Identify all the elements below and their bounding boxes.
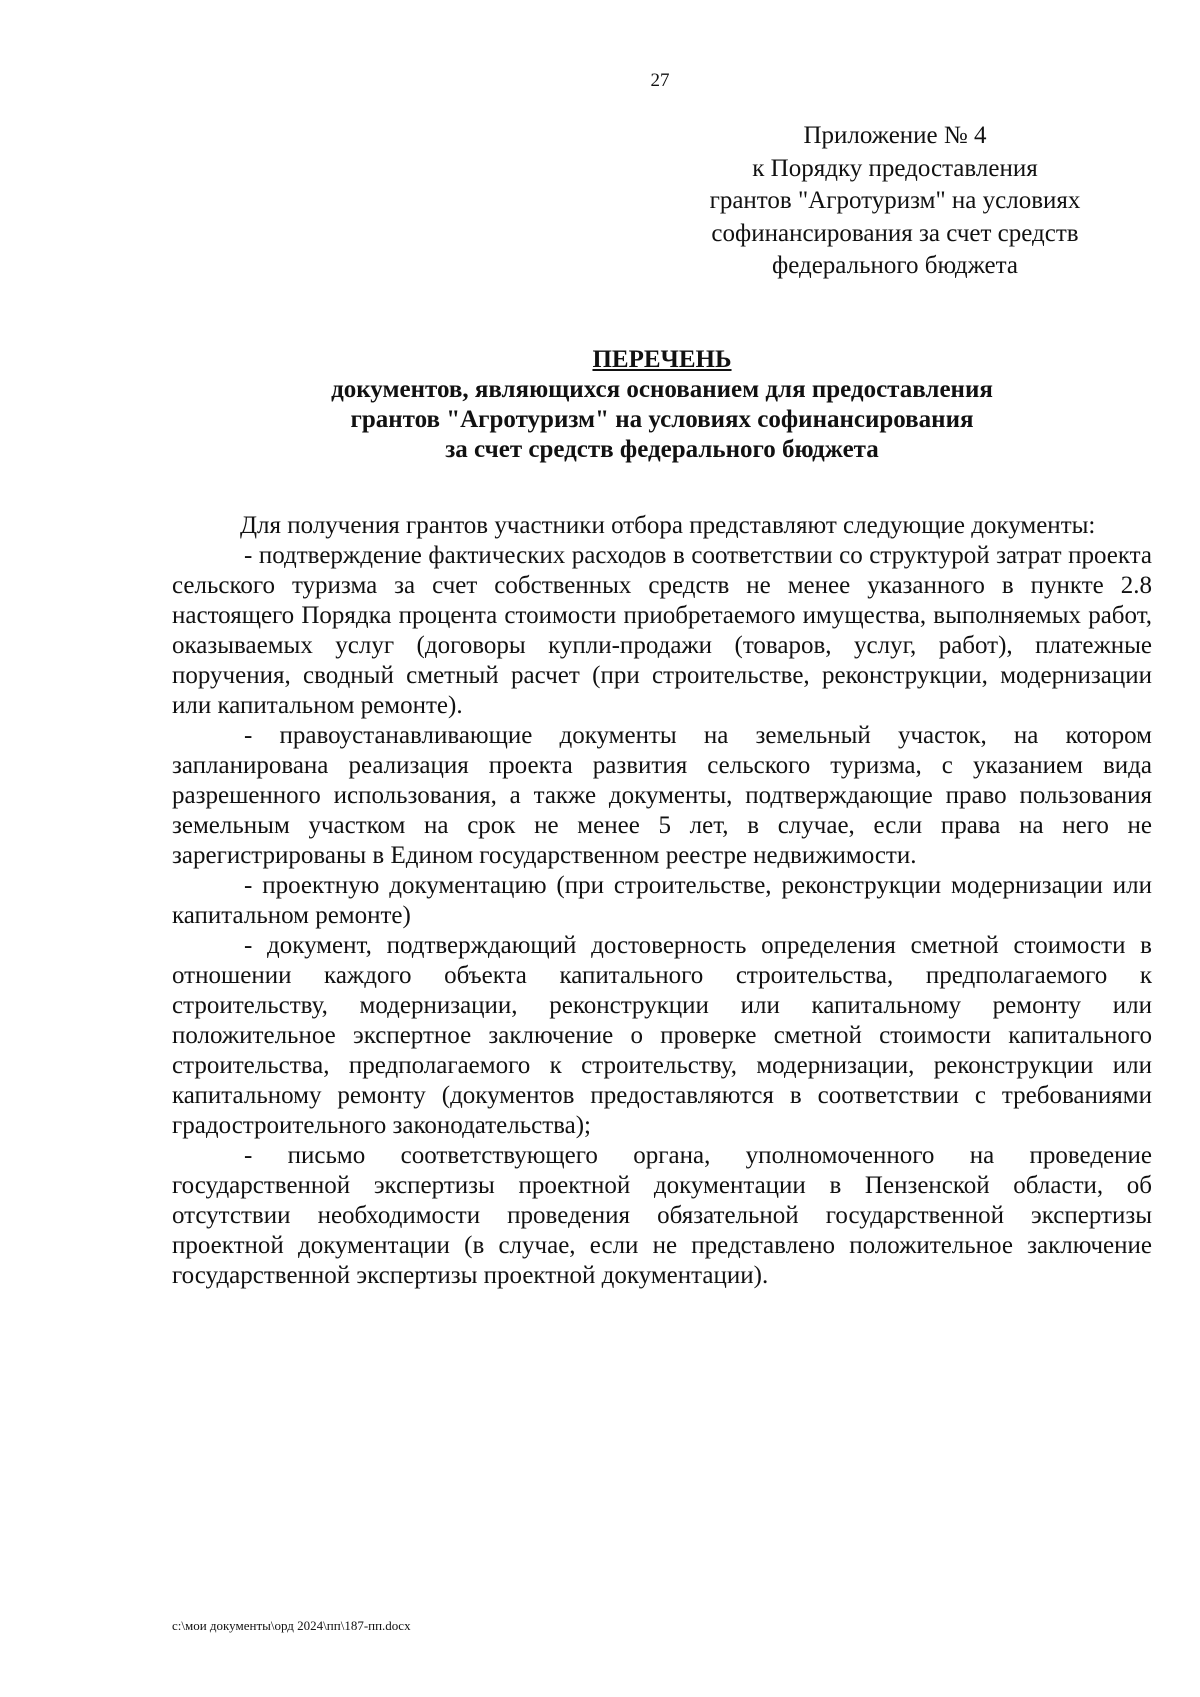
- page-number: 27: [650, 70, 670, 91]
- document-body: [172, 511, 1152, 1291]
- title-line: грантов "Агротуризм" на условиях софинансирования: [350, 406, 974, 433]
- appendix-line: софинансирования за счет средств: [711, 219, 1079, 247]
- appendix-line: федерального бюджета: [772, 252, 1018, 279]
- appendix-line: к Порядку предоставления: [752, 154, 1038, 182]
- list-item: - письмо соответствующего органа, уполномоченного на проведение государственной экспертизы проектной документации в Пензенской области, об отсутствии необходимости проведения обязательной государственной экспертизы проектной документации (в случае, если не представлено положительное заключение государственной экспертизы проектной документации).: [172, 1142, 1152, 1289]
- list-item: - правоустанавливающие документы на земельный участок, на котором запланирована реализация проекта развития сельского туризма, с указанием вида разрешенного использования, а также документы, подтверждающие право пользования земельным участком на срок не менее 5 лет, в случае, если права на него не зарегистрированы в Едином государственном реестре недвижимости.: [172, 722, 1152, 869]
- title-line: документов, являющихся основанием для предоставления: [331, 376, 993, 403]
- appendix-header: [660, 120, 1130, 283]
- intro-paragraph: Для получения грантов участники отбора представляют следующие документы:: [240, 512, 1096, 539]
- list-item: - подтверждение фактических расходов в соответствии со структурой затрат проекта сельского туризма за счет собственных средств не менее указанного в пункте 2.8 настоящего Порядка процента стоимости приобретаемого имущества, выполняемых работ, оказываемых услуг (договоры купли-продажи (товаров, услуг, работ), платежные поручения, сводный сметный расчет (при строительстве, реконструкции, модернизации или капитальном ремонте).: [172, 542, 1152, 719]
- appendix-line: грантов "Агротуризм" на условиях: [709, 187, 1081, 214]
- file-path-footer: c:\мои документы\орд 2024\пп\187-пп.docx: [172, 1618, 411, 1633]
- title-main: ПЕРЕЧЕНЬ: [592, 346, 732, 373]
- title-line: за счет средств федерального бюджета: [445, 436, 879, 463]
- document-title: [172, 345, 1152, 465]
- appendix-line: Приложение № 4: [803, 122, 987, 149]
- list-item: - проектную документацию (при строительстве, реконструкции модернизации или капитальном ремонте): [172, 872, 1152, 929]
- list-item: - документ, подтверждающий достоверность определения сметной стоимости в отношении каждого объекта капитального строительства, предполагаемого к строительству, модернизации, реконструкции или капитальному ремонту или положительное экспертное заключение о проверке сметной стоимости капитального строительства, предполагаемого к строительству, модернизации, реконструкции или капитальному ремонту (документов предоставляются в соответствии с требованиями градостроительного законодательства);: [172, 932, 1152, 1139]
